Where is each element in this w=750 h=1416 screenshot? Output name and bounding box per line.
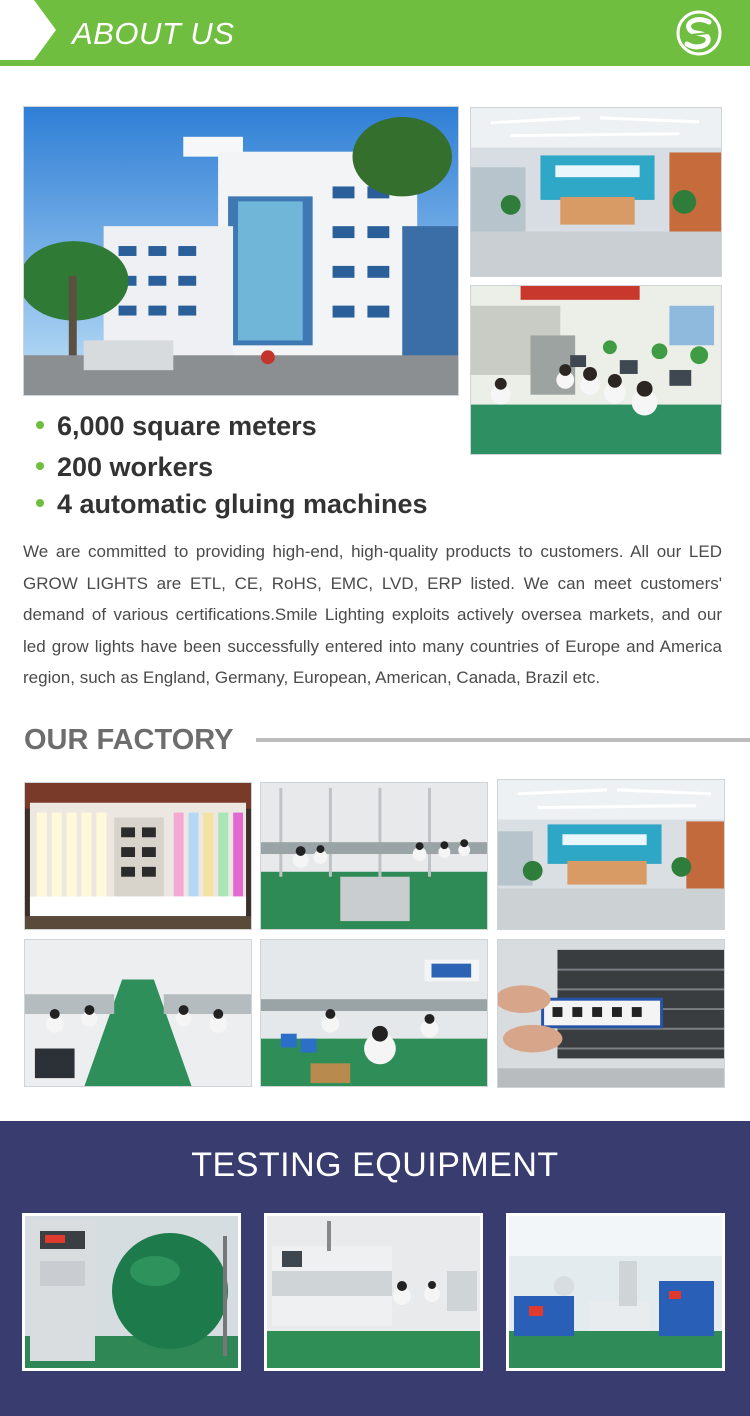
bullet-item-workers (36, 451, 213, 483)
factory-photo-assembly-line-2 (24, 939, 252, 1087)
office-building-photo (23, 106, 459, 396)
reception-hall-photo (470, 107, 722, 277)
bullet-text: 6,000 square meters (57, 411, 317, 441)
section-heading-factory: OUR FACTORY (24, 724, 234, 756)
office-workers-photo (470, 285, 722, 455)
testing-photo-integrating-sphere (22, 1213, 241, 1371)
bullet-text: 4 automatic gluing machines (57, 489, 428, 519)
smile-lighting-logo-icon (676, 10, 722, 56)
section-heading-testing: TESTING EQUIPMENT (191, 1146, 559, 1184)
bullet-item-area (36, 410, 317, 442)
green-dot-icon (36, 421, 44, 429)
green-dot-icon (36, 499, 44, 507)
heading-divider (256, 738, 750, 742)
testing-photo-smt-machine (264, 1213, 483, 1371)
company-description: We are committed to providing high-end, high-quality products to customers. All our LED GROW LIGHTS are ETL, CE, RoHS, EMC, LVD, ERP listed. We can meet customers' demand of various certifications.Smile Lighting exploits actively oversea markets, and our led grow lights have been successfully entered into many countries of Europe and America region, such as England, Germany, European, American, Canada, Brazil etc. (23, 542, 722, 687)
header-chevron-shape (0, 0, 56, 60)
bullet-item-machines (36, 488, 428, 520)
factory-photo-assembly-line-1 (260, 782, 488, 930)
factory-photo-reception (497, 779, 725, 930)
testing-photo-production-machines (506, 1213, 725, 1371)
bullet-text: 200 workers (57, 452, 214, 482)
page-title: ABOUT US (72, 16, 235, 51)
factory-photo-showroom (24, 782, 252, 930)
factory-photo-assembly-line-3 (260, 939, 488, 1087)
factory-photo-gluing-machine (497, 939, 725, 1088)
green-dot-icon (36, 462, 44, 470)
